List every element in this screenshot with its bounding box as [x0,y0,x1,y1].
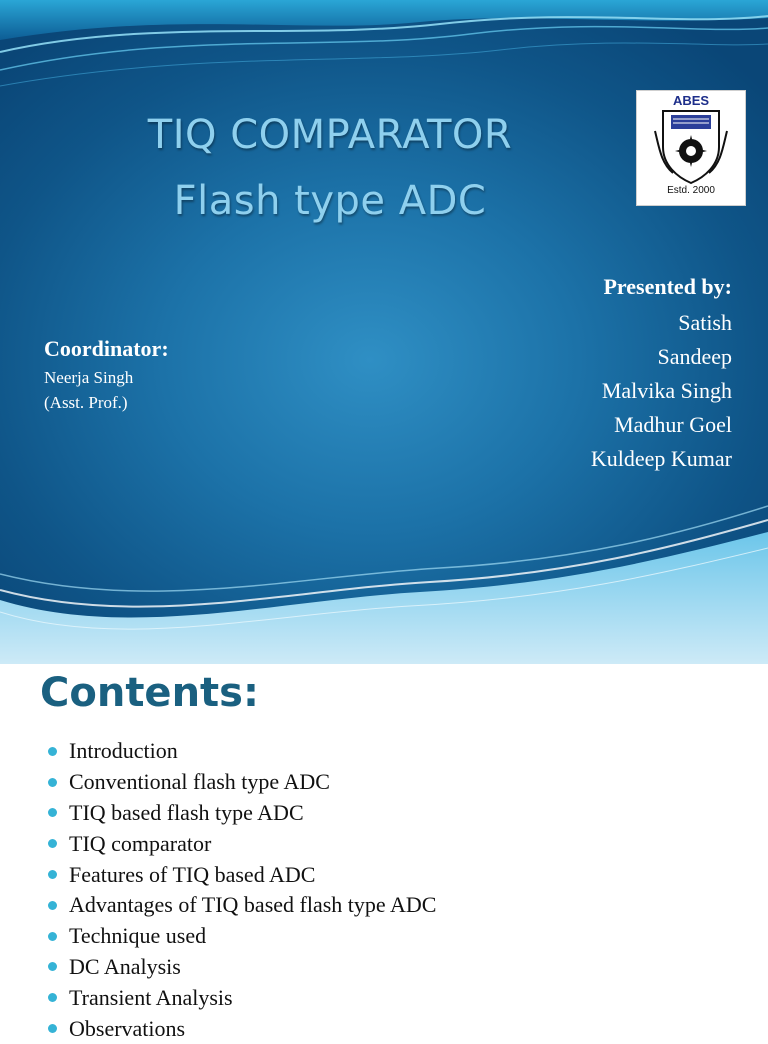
presenter-name: Madhur Goel [614,412,732,437]
logo-name: ABES [672,93,710,108]
contents-slide [0,664,768,1041]
list-item: Introduction [48,736,436,767]
bullet-icon [48,1024,57,1033]
logo-established: Estd. 2000 [667,185,715,196]
bullet-icon [48,932,57,941]
list-item: Advantages of TIQ based flash type ADC [48,890,436,921]
presenters-list [591,306,732,476]
list-item: Features of TIQ based ADC [48,859,436,890]
coordinator-name: Neerja Singh [44,368,134,387]
list-item: Observations [48,1013,436,1044]
bullet-icon [48,839,57,848]
slide-title-line-1: TIQ COMPARATOR [147,112,513,158]
coordinator-label: Coordinator: [44,336,169,361]
list-item: TIQ comparator [48,828,436,859]
presenter-name: Malvika Singh [601,378,732,403]
slide-title-line-2: Flash type ADC [173,178,487,224]
list-item: Conventional flash type ADC [48,767,436,798]
crest-icon [651,107,731,185]
contents-list [48,736,436,1044]
bullet-icon [48,747,57,756]
bullet-icon [48,993,57,1002]
bullet-icon [48,778,57,787]
list-item: Technique used [48,921,436,952]
list-item: DC Analysis [48,952,436,983]
bullet-icon [48,808,57,817]
presenter-name: Sandeep [657,344,732,369]
contents-title: Contents: [40,670,259,716]
list-item: Transient Analysis [48,982,436,1013]
coordinator-title: (Asst. Prof.) [44,393,128,412]
bullet-icon [48,962,57,971]
bullet-icon [48,870,57,879]
abes-logo [636,90,746,206]
presenter-name: Kuldeep Kumar [590,446,732,471]
presented-by-label: Presented by: [603,274,732,299]
presenter-name: Satish [678,310,732,335]
bullet-icon [48,901,57,910]
list-item: TIQ based flash type ADC [48,798,436,829]
